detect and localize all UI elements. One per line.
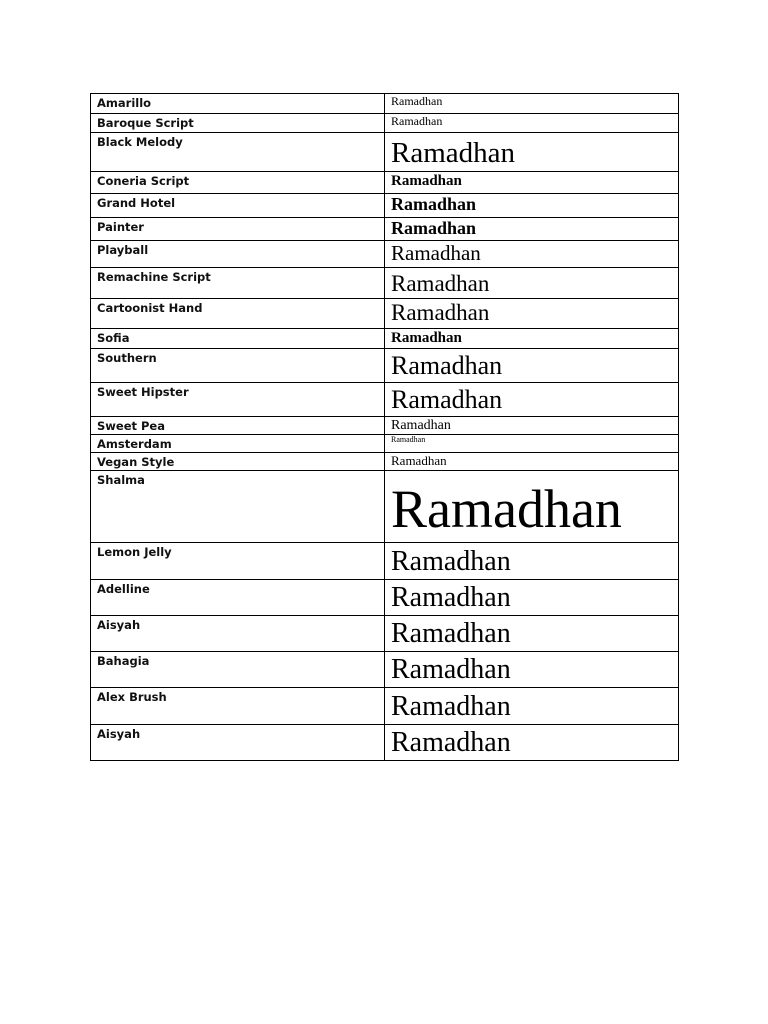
font-sample-text: Ramadhan bbox=[391, 654, 511, 685]
table-row bbox=[91, 329, 679, 349]
font-name: Sweet Hipster bbox=[97, 385, 189, 399]
font-sample-text: Ramadhan bbox=[391, 94, 443, 108]
font-sample-text: Ramadhan bbox=[391, 479, 622, 539]
font-sample-text: Ramadhan bbox=[391, 385, 503, 414]
font-sample-text: Ramadhan bbox=[391, 271, 490, 296]
font-name-cell bbox=[91, 652, 385, 688]
font-sample-cell bbox=[385, 299, 679, 329]
table-row bbox=[91, 94, 679, 114]
font-sample-cell bbox=[385, 383, 679, 417]
font-sample-cell bbox=[385, 114, 679, 133]
font-sample-text: Ramadhan bbox=[391, 418, 451, 433]
table-row bbox=[91, 172, 679, 194]
font-name: Remachine Script bbox=[97, 270, 211, 284]
font-name: Alex Brush bbox=[97, 690, 167, 704]
font-name-cell bbox=[91, 616, 385, 652]
table-row bbox=[91, 543, 679, 580]
font-name: Vegan Style bbox=[97, 455, 175, 469]
table-row bbox=[91, 688, 679, 725]
font-name-cell bbox=[91, 417, 385, 435]
table-row bbox=[91, 652, 679, 688]
font-name-cell bbox=[91, 114, 385, 133]
font-sample-cell bbox=[385, 688, 679, 725]
font-sample-cell bbox=[385, 349, 679, 383]
font-name-cell bbox=[91, 543, 385, 580]
font-name: Grand Hotel bbox=[97, 196, 176, 210]
font-sample-cell bbox=[385, 241, 679, 268]
table-row bbox=[91, 435, 679, 453]
font-name: Amsterdam bbox=[97, 437, 172, 451]
font-sample-text: Ramadhan bbox=[391, 173, 462, 189]
table-row bbox=[91, 453, 679, 471]
font-name-cell bbox=[91, 241, 385, 268]
font-name: Painter bbox=[97, 220, 144, 234]
font-sample-text: Ramadhan bbox=[391, 218, 477, 238]
font-name: Baroque Script bbox=[97, 116, 194, 130]
font-sample-cell bbox=[385, 435, 679, 453]
font-name-cell bbox=[91, 580, 385, 616]
font-name-cell bbox=[91, 218, 385, 241]
font-sample-text: Ramadhan bbox=[391, 582, 511, 613]
font-name-cell bbox=[91, 435, 385, 453]
table-row bbox=[91, 194, 679, 218]
font-sample-text: Ramadhan bbox=[391, 435, 426, 444]
font-name: Black Melody bbox=[97, 135, 183, 149]
font-name: Aisyah bbox=[97, 618, 141, 632]
font-sample-text: Ramadhan bbox=[391, 546, 511, 577]
font-name: Adelline bbox=[97, 582, 150, 596]
font-sample-text: Ramadhan bbox=[391, 618, 511, 649]
table-row bbox=[91, 349, 679, 383]
font-sample-cell bbox=[385, 329, 679, 349]
table-row bbox=[91, 241, 679, 268]
font-sample-cell bbox=[385, 133, 679, 172]
font-sample-cell bbox=[385, 194, 679, 218]
font-sample-cell bbox=[385, 172, 679, 194]
table-row bbox=[91, 383, 679, 417]
font-name-cell bbox=[91, 268, 385, 299]
font-sample-text: Ramadhan bbox=[391, 300, 490, 325]
font-sample-text: Ramadhan bbox=[391, 137, 516, 169]
font-name-cell bbox=[91, 688, 385, 725]
font-sample-text: Ramadhan bbox=[391, 727, 511, 758]
font-sample-text: Ramadhan bbox=[391, 330, 462, 346]
font-name: Lemon Jelly bbox=[97, 545, 172, 559]
font-sample-cell bbox=[385, 580, 679, 616]
font-name-cell bbox=[91, 453, 385, 471]
font-name-cell bbox=[91, 349, 385, 383]
font-name: Coneria Script bbox=[97, 174, 190, 188]
font-name-cell bbox=[91, 194, 385, 218]
font-sample-cell bbox=[385, 616, 679, 652]
font-sample-text: Ramadhan bbox=[391, 241, 481, 265]
font-name-cell bbox=[91, 383, 385, 417]
font-sample-text: Ramadhan bbox=[391, 351, 503, 380]
table-row bbox=[91, 268, 679, 299]
font-table-body bbox=[91, 94, 679, 761]
table-row bbox=[91, 299, 679, 329]
font-name-cell bbox=[91, 471, 385, 543]
font-sample-cell bbox=[385, 543, 679, 580]
font-name-cell bbox=[91, 725, 385, 761]
font-sample-cell bbox=[385, 725, 679, 761]
table-row bbox=[91, 580, 679, 616]
font-sample-cell bbox=[385, 471, 679, 543]
font-name: Playball bbox=[97, 243, 149, 257]
table-row bbox=[91, 133, 679, 172]
font-name: Shalma bbox=[97, 473, 145, 487]
font-name-cell bbox=[91, 172, 385, 194]
font-sample-text: Ramadhan bbox=[391, 194, 477, 214]
table-row bbox=[91, 218, 679, 241]
font-sample-text: Ramadhan bbox=[391, 691, 511, 722]
font-name: Amarillo bbox=[97, 96, 152, 110]
table-row bbox=[91, 471, 679, 543]
font-name: Southern bbox=[97, 351, 157, 365]
font-name: Aisyah bbox=[97, 727, 141, 741]
font-name: Sweet Pea bbox=[97, 419, 165, 433]
table-row bbox=[91, 417, 679, 435]
font-sample-cell bbox=[385, 417, 679, 435]
table-row bbox=[91, 725, 679, 761]
font-name-cell bbox=[91, 299, 385, 329]
font-sample-cell bbox=[385, 268, 679, 299]
font-sample-cell bbox=[385, 652, 679, 688]
font-name-cell bbox=[91, 94, 385, 114]
font-sample-text: Ramadhan bbox=[391, 114, 443, 128]
font-name-cell bbox=[91, 133, 385, 172]
font-sample-cell bbox=[385, 218, 679, 241]
font-sample-table bbox=[90, 93, 679, 761]
table-row bbox=[91, 616, 679, 652]
font-name: Cartoonist Hand bbox=[97, 301, 203, 315]
table-row bbox=[91, 114, 679, 133]
font-sample-cell bbox=[385, 94, 679, 114]
font-name: Sofia bbox=[97, 331, 130, 345]
font-sample-text: Ramadhan bbox=[391, 453, 447, 468]
font-name-cell bbox=[91, 329, 385, 349]
font-name: Bahagia bbox=[97, 654, 150, 668]
font-sample-cell bbox=[385, 453, 679, 471]
